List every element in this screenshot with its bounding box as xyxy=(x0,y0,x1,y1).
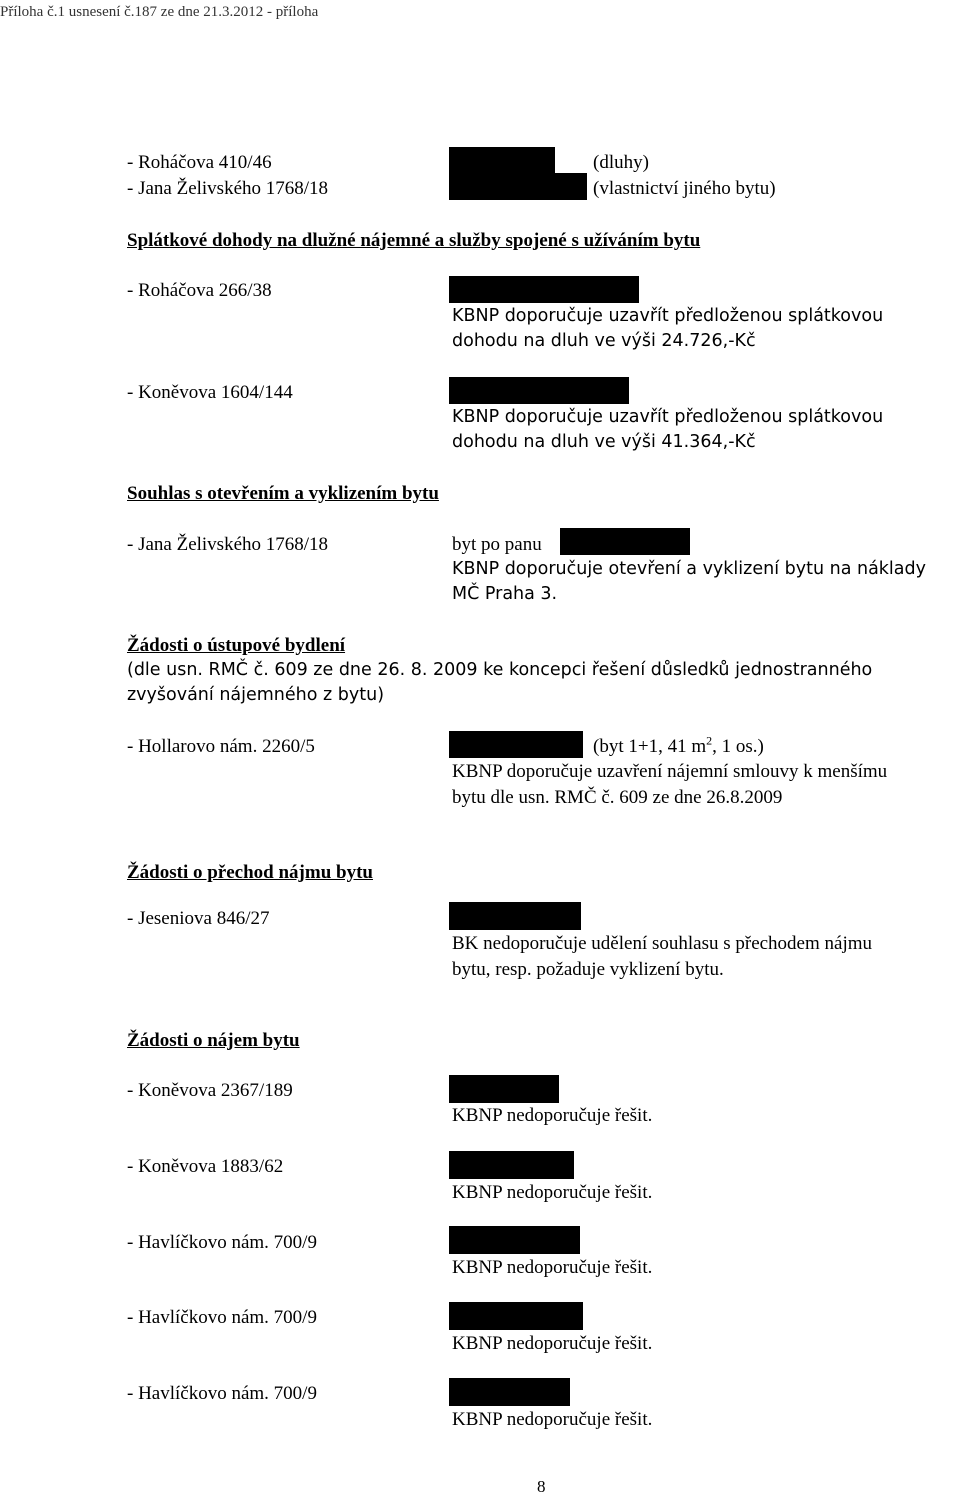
address-jeseniova: - Jeseniova 846/27 xyxy=(127,908,270,929)
section-heading-prechod: Žádosti o přechod nájmu bytu xyxy=(127,862,373,883)
address-konevova-2367: - Koněvova 2367/189 xyxy=(127,1080,293,1101)
page-number: 8 xyxy=(537,1477,546,1496)
redaction-box xyxy=(449,902,581,930)
address-zelivskeho-1: - Jana Želivského 1768/18 xyxy=(127,178,329,199)
address-rohacova-410: - Roháčova 410/46 xyxy=(127,152,272,173)
redaction-box xyxy=(560,528,690,555)
redaction-box xyxy=(449,1378,570,1406)
address-zelivskeho-2: - Jana Želivského 1768/18 xyxy=(127,534,329,555)
address-havlickovo-3: - Havlíčkovo nám. 700/9 xyxy=(127,1383,317,1404)
resolution-note: zvyšování nájemného z bytu) xyxy=(127,685,385,705)
section-heading-najem: Žádosti o nájem bytu xyxy=(127,1030,300,1051)
section-heading-otevreni: Souhlas s otevřením a vyklizením bytu xyxy=(127,483,439,504)
redaction-box xyxy=(449,1075,559,1103)
recommendation-line: bytu, resp. požaduje vyklizení bytu. xyxy=(452,959,724,980)
recommendation-line: dohodu na dluh ve výši 41.364,-Kč xyxy=(452,432,756,452)
address-havlickovo-2: - Havlíčkovo nám. 700/9 xyxy=(127,1307,317,1328)
recommendation-line: KBNP nedoporučuje řešit. xyxy=(452,1257,653,1278)
redaction-box xyxy=(449,377,629,404)
recommendation-line: KBNP doporučuje uzavření nájemní smlouvy k menšímu xyxy=(452,761,888,782)
address-rohacova-266: - Roháčova 266/38 xyxy=(127,280,272,301)
address-konevova-1604: - Koněvova 1604/144 xyxy=(127,382,293,403)
redaction-box xyxy=(449,276,639,303)
section-heading-ustupove: Žádosti o ústupové bydlení xyxy=(127,635,346,656)
apartment-detail: (byt 1+1, 41 $m^2$, 1 os.) xyxy=(593,733,764,757)
redaction-box xyxy=(449,731,583,758)
recommendation-line: KBNP nedoporučuje řešit. xyxy=(452,1409,653,1430)
address-hollarovo: - Hollarovo nám. 2260/5 xyxy=(127,736,315,757)
recommendation-line: KBNP doporučuje otevření a vyklizení bytu na náklady xyxy=(452,559,926,579)
recommendation-line: BK nedoporučuje udělení souhlasu s přechodem nájmu xyxy=(452,933,873,954)
section-heading-splatky: Splátkové dohody na dlužné nájemné a služby spojené s užíváním bytu xyxy=(127,230,701,251)
note-vlastnictvi: (vlastnictví jiného bytu) xyxy=(593,178,776,199)
document-header: Příloha č.1 usnesení č.187 ze dne 21.3.2012 - příloha xyxy=(0,4,319,20)
recommendation-line: MČ Praha 3. xyxy=(452,584,558,604)
recommendation-line: bytu dle usn. RMČ č. 609 ze dne 26.8.2009 xyxy=(452,787,783,808)
address-havlickovo-1: - Havlíčkovo nám. 700/9 xyxy=(127,1232,317,1253)
redaction-box xyxy=(449,1226,580,1254)
recommendation-line: KBNP nedoporučuje řešit. xyxy=(452,1182,653,1203)
redaction-box xyxy=(449,147,555,173)
apartment-prefix: byt po panu xyxy=(452,534,542,555)
recommendation-line: dohodu na dluh ve výši 24.726,-Kč xyxy=(452,331,756,351)
recommendation-line: KBNP doporučuje uzavřít předloženou splátkovou xyxy=(452,306,884,326)
recommendation-line: KBNP doporučuje uzavřít předloženou splátkovou xyxy=(452,407,884,427)
address-konevova-1883: - Koněvova 1883/62 xyxy=(127,1156,284,1177)
resolution-note: (dle usn. RMČ č. 609 ze dne 26. 8. 2009 ke koncepci řešení důsledků jednostranného xyxy=(127,660,873,680)
redaction-box xyxy=(449,1151,574,1179)
redaction-box xyxy=(449,1302,583,1330)
recommendation-line: KBNP nedoporučuje řešit. xyxy=(452,1105,653,1126)
note-dluhy: (dluhy) xyxy=(593,152,649,173)
recommendation-line: KBNP nedoporučuje řešit. xyxy=(452,1333,653,1354)
redaction-box xyxy=(449,173,587,200)
